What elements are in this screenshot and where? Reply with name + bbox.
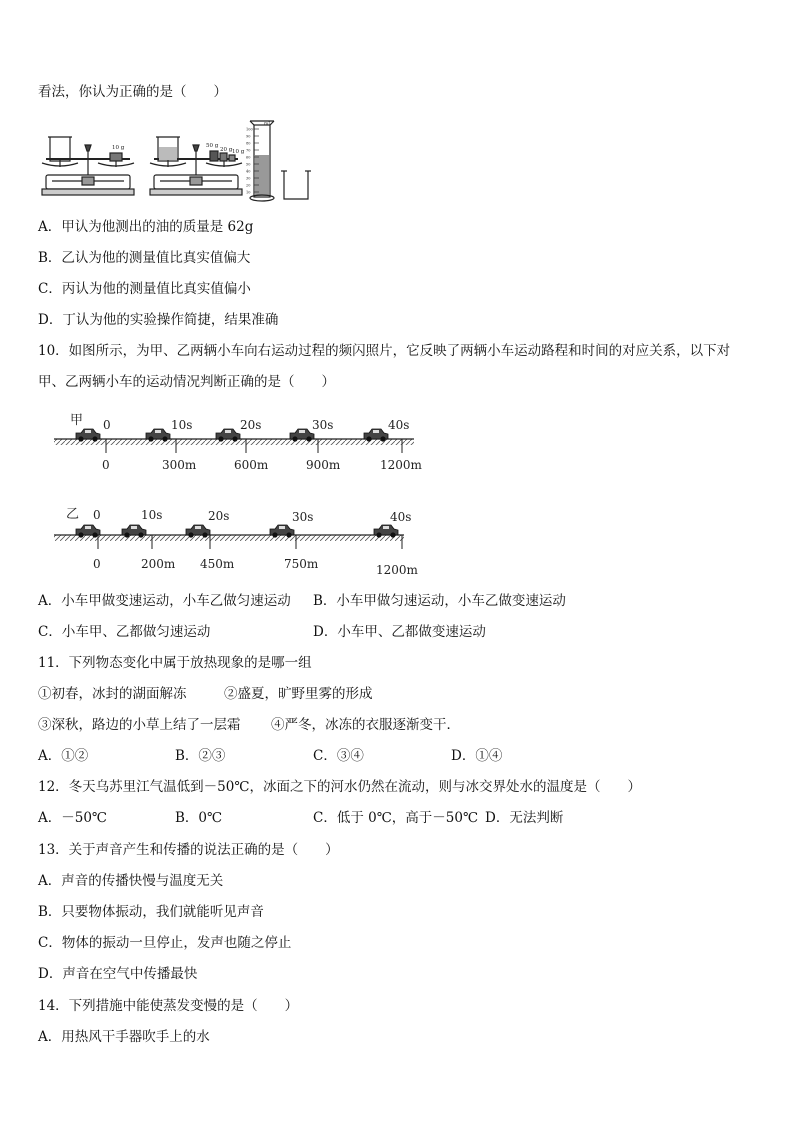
track-b-distance-1: 200m	[141, 557, 176, 571]
cylinder-tick-label-2: 80	[246, 141, 251, 146]
track-b-time-3: 30s	[292, 510, 314, 524]
track-a-name: 甲	[70, 413, 84, 428]
weight-label-2b: 20 g	[220, 147, 233, 153]
track-a-time-2: 20s	[240, 418, 262, 432]
q11-option-d: D．①④	[451, 748, 503, 764]
track-b	[54, 507, 419, 577]
track-b-distance-3: 750m	[284, 557, 319, 571]
track-b-time-1: 10s	[141, 508, 163, 522]
cylinder-tick-label-0: 100	[246, 127, 253, 132]
cylinder-tick-label-5: 50	[246, 162, 251, 167]
cylinder-tick-label-7: 30	[246, 176, 251, 181]
track-a	[54, 413, 423, 472]
q10-option-c: C．小车甲、乙都做匀速运动	[38, 624, 211, 640]
q12-option-a: A．－50℃	[38, 810, 108, 826]
empty-beaker	[281, 171, 311, 199]
q13-option-d: D．声音在空气中传播最快	[38, 966, 198, 982]
weight-label-2a: 50 g	[206, 143, 219, 149]
cylinder-unit: mL	[264, 122, 272, 127]
q9-option-d: D．丁认为他的实验操作简捷，结果准确	[38, 312, 279, 328]
q9-stem-tail: 看法，你认为正确的是（ ）	[38, 84, 227, 100]
q10-figure	[50, 406, 430, 578]
track-b-time-4: 40s	[390, 510, 412, 524]
q11-item-2: ②盛夏，旷野里雾的形成	[224, 686, 373, 702]
track-a-distance-1: 300m	[162, 458, 197, 472]
track-a-time-4: 40s	[388, 418, 410, 432]
track-b-time-0: 0	[93, 508, 101, 522]
cylinder-tick-label-1: 90	[246, 134, 251, 139]
track-b-time-2: 20s	[208, 509, 230, 523]
q13-option-a: A．声音的传播快慢与温度无关	[38, 873, 224, 889]
q9-figure	[38, 115, 313, 210]
q11-option-a: A．①②	[38, 748, 89, 764]
track-a-distance-3: 900m	[306, 458, 341, 472]
q13-stem: 13．关于声音产生和传播的说法正确的是（ ）	[38, 842, 339, 858]
cylinder-tick-label-4: 60	[246, 155, 251, 160]
q12-option-d: D．无法判断	[485, 810, 564, 826]
track-a-time-1: 10s	[171, 418, 193, 432]
track-b-distance-2: 450m	[200, 557, 235, 571]
q10-stem-line1: 10．如图所示，为甲、乙两辆小车向右运动过程的频闪照片，它反映了两辆小车运动路程和时间的对应关系，以下对	[38, 343, 731, 359]
q13-option-c: C．物体的振动一旦停止，发声也随之停止	[38, 935, 292, 951]
weight-label-2c: 10 g	[232, 149, 245, 155]
cylinder-tick-label-6: 40	[246, 169, 251, 174]
track-a-distance-2: 600m	[234, 458, 269, 472]
q9-option-b: B．乙认为他的测量值比真实值偏大	[38, 250, 251, 266]
q11-option-b: B．②③	[175, 748, 226, 764]
q12-option-c: C．低于 0℃，高于－50℃	[313, 810, 479, 826]
q11-item-4: ④严冬，冰冻的衣服逐渐变干．	[271, 717, 460, 733]
q11-item-3: ③深秋，路边的小草上结了一层霜	[38, 717, 241, 733]
q10-option-a: A．小车甲做变速运动，小车乙做匀速运动	[38, 593, 291, 609]
q12-option-b: B．0℃	[175, 810, 223, 826]
q11-stem: 11．下列物态变化中属于放热现象的是哪一组	[38, 655, 312, 671]
track-b-distance-4: 1200m	[376, 563, 418, 577]
track-b-name: 乙	[66, 507, 80, 522]
q10-option-b: B．小车甲做匀速运动，小车乙做变速运动	[313, 593, 566, 609]
track-a-time-0: 0	[103, 418, 111, 432]
cylinder-tick-label-8: 20	[246, 183, 251, 188]
track-a-distance-0: 0	[102, 458, 110, 472]
q9-option-c: C．丙认为他的测量值比真实值偏小	[38, 281, 251, 297]
q14-option-a: A．用热风干手器吹手上的水	[38, 1029, 210, 1045]
q14-stem: 14．下列措施中能使蒸发变慢的是（ ）	[38, 998, 299, 1014]
weight-label-1: 10 g	[112, 145, 125, 151]
cylinder-tick-label-9: 10	[246, 190, 251, 195]
measuring-cylinder	[250, 121, 274, 201]
q13-option-b: B．只要物体振动，我们就能听见声音	[38, 904, 264, 920]
balance-2	[150, 137, 242, 195]
cylinder-tick-label-3: 70	[246, 148, 251, 153]
q10-option-d: D．小车甲、乙都做变速运动	[313, 624, 486, 640]
track-a-time-3: 30s	[312, 418, 334, 432]
q9-option-a: A．甲认为他测出的油的质量是 62g	[38, 219, 254, 235]
q11-option-c: C．③④	[313, 748, 364, 764]
track-a-distance-4: 1200m	[380, 458, 422, 472]
track-b-distance-0: 0	[93, 557, 101, 571]
q12-stem: 12．冬天乌苏里江气温低到－50℃，冰面之下的河水仍然在流动，则与冰交界处水的温度是（ ）	[38, 779, 641, 795]
q10-stem-line2: 甲、乙两辆小车的运动情况判断正确的是（ ）	[38, 374, 335, 390]
q11-item-1: ①初春，冰封的湖面解冻	[38, 686, 187, 702]
